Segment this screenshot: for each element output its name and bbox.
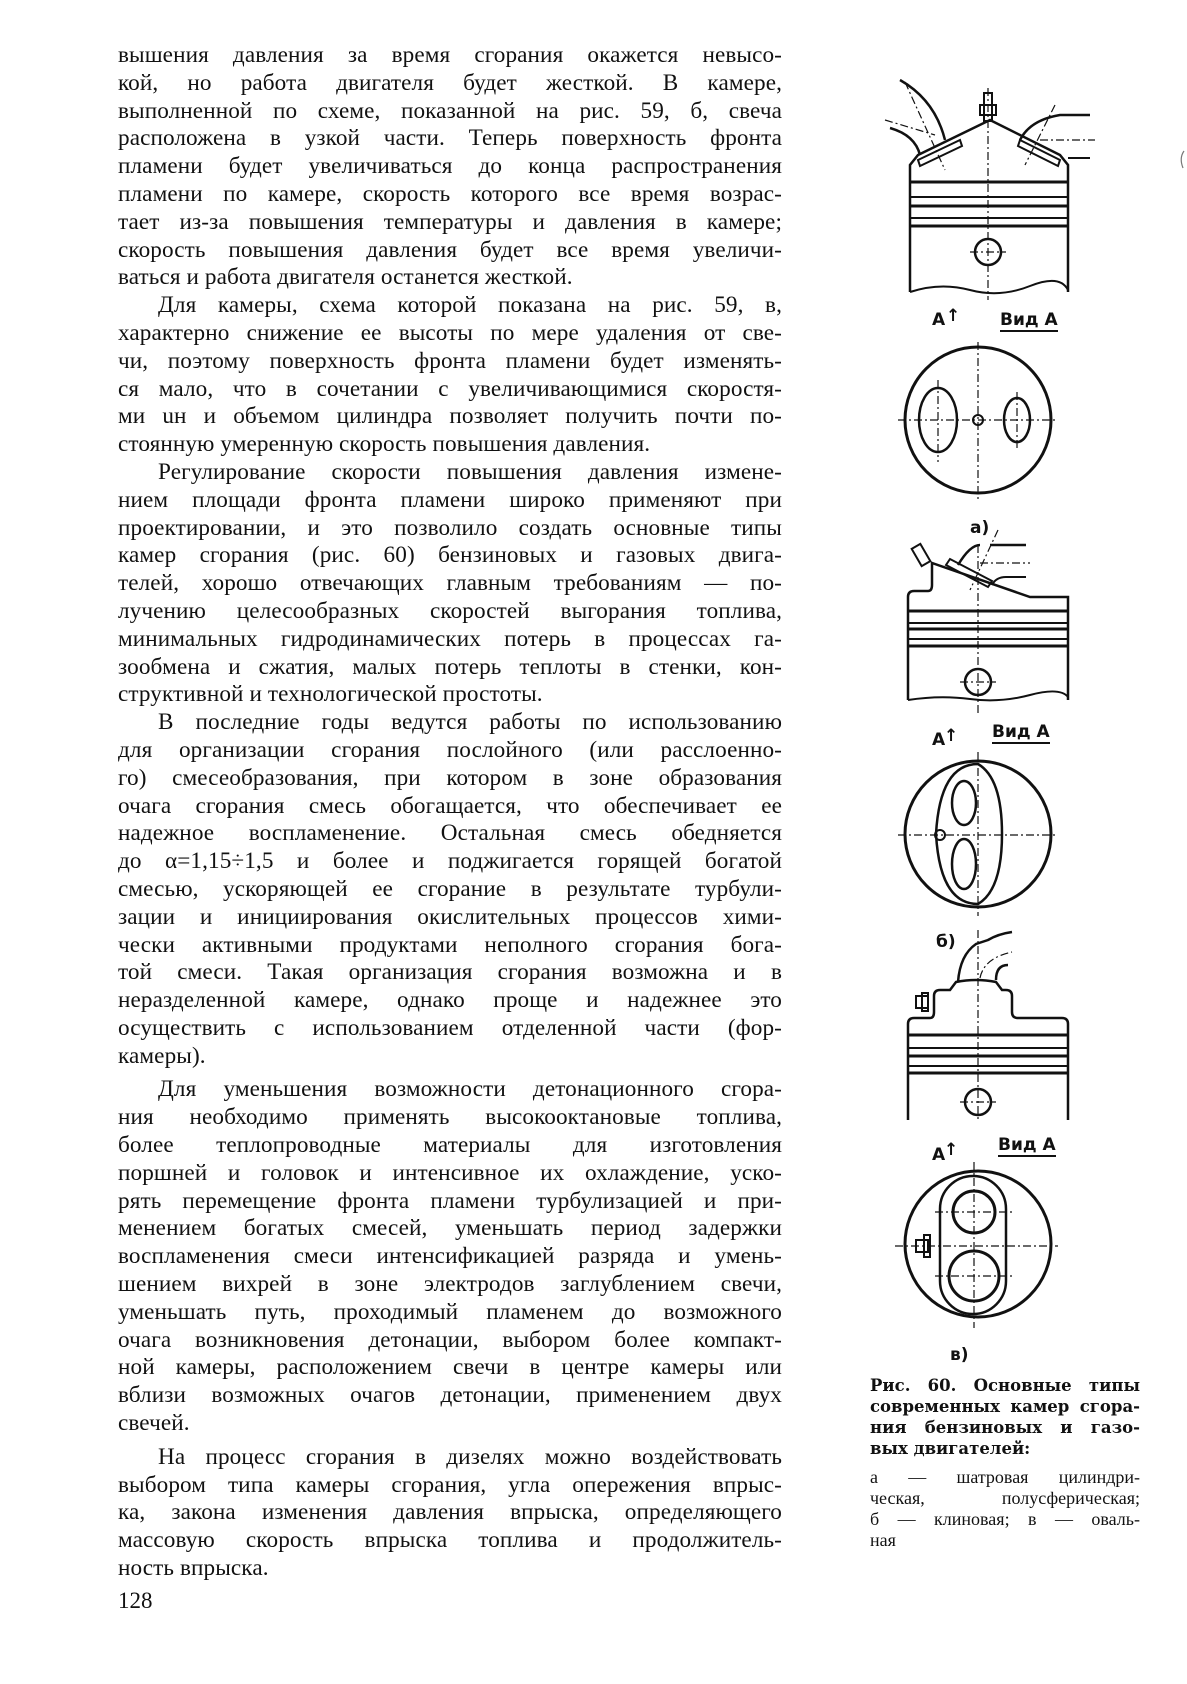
caption-body-line: а — шатровая цилиндри- [870, 1467, 1140, 1487]
paragraph [118, 709, 782, 1070]
text-line: На процесс сгорания в дизелях можно воздействовать [158, 1443, 782, 1470]
text-line: структивной и технологической простоты. [118, 681, 543, 708]
text-line: ной камеры, расположением свечи в центре камеры или [118, 1354, 782, 1381]
caption-title-line: современных камер сгора- [870, 1397, 1140, 1416]
text-line: ми uн и объемом цилиндра позволяет получить почти по- [118, 403, 782, 430]
text-line: воспламенения смеси интенсификацией разряда и умень- [118, 1243, 782, 1270]
page-number: 128 [118, 1588, 153, 1613]
text-line: Для камеры, схема которой показана на рис. 59, в, [158, 292, 782, 319]
text-line: зации и инициирования окислительных процессов хими- [118, 903, 782, 930]
text-line: кой, но работа двигателя будет жесткой. В камере, [118, 69, 782, 96]
text-line: массовую скорость впрыска топлива и продолжитель- [118, 1527, 782, 1554]
caption-title [870, 1375, 1140, 1459]
text-line: ния необходимо применять высокооктановые топлива, [118, 1104, 782, 1131]
text-line: выбором типа камеры сгорания, угла опережения впрыс- [118, 1471, 782, 1498]
view-label-b: Вид А [992, 722, 1050, 742]
text-line: ка, закона изменения давления впрыска, определяющего [118, 1499, 782, 1526]
text-line: вблизи возможных очагов детонации, применением двух [118, 1382, 782, 1409]
text-line: пламени по камере, скорость которого все время возрас- [118, 180, 782, 207]
caption-body-line: ная [870, 1530, 896, 1550]
figure-60 [880, 60, 1140, 1365]
piston-a-side-view [880, 60, 1140, 300]
text-line: надежное воспламенение. Остальная смесь обедняется [118, 820, 782, 847]
view-arrow-icon: ↑ [944, 1140, 959, 1160]
text-line: смесью, ускоряющей ее сгорание в результате турбули- [118, 875, 782, 902]
text-line: более теплопроводные материалы для изготовления [118, 1132, 782, 1159]
arrow-label-b: А [932, 730, 946, 750]
text-line: поршней и головок и интенсивное их охлаждение, уско- [118, 1159, 782, 1186]
text-line: чески активными продуктами неполного сгорания бога- [118, 931, 782, 958]
text-line: Регулирование скорости повышения давления измене- [158, 458, 782, 485]
text-line: пламени будет увеличиваться до конца распространения [118, 153, 782, 180]
arrow-label-a: А [932, 310, 946, 330]
text-line: осуществить с использованием отделенной части (фор- [118, 1014, 782, 1041]
text-line: выполненной по схеме, показанной на рис. 59, б, свеча [118, 97, 782, 124]
main-text-column [118, 42, 782, 1583]
panel-label-c: в) [950, 1345, 969, 1365]
text-line: шением вихрей в зоне электродов заглублением свечи, [118, 1271, 782, 1298]
scan-edge-mark [1178, 150, 1186, 170]
text-line: той смеси. Такая организация сгорания возможна и в [118, 959, 782, 986]
text-line: камеры). [118, 1042, 206, 1069]
arrow-label-c: А [932, 1145, 946, 1165]
text-line: минимальных гидродинамических потерь в процессах га- [118, 625, 782, 652]
view-label-c: Вид А [998, 1135, 1056, 1155]
caption-body-line: б — клиновая; в — оваль- [870, 1509, 1140, 1529]
panel-label-b: б) [936, 932, 956, 952]
text-line: ность впрыска. [118, 1555, 269, 1582]
text-line: проектировании, и это позволило создать основные типы [118, 514, 782, 541]
text-line: ся мало, что в сочетании с увеличивающимися скоростя- [118, 375, 782, 402]
paragraph [118, 459, 782, 709]
text-line: свечей. [118, 1410, 190, 1437]
text-line: В последние годы ведутся работы по использованию [158, 709, 782, 736]
view-arrow-icon: ↑ [946, 306, 961, 326]
text-line: расположена в узкой части. Теперь поверхность фронта [118, 125, 782, 152]
text-line: для организации сгорания послойного (или расслоенно- [118, 736, 782, 763]
chamber-b-top-view [880, 750, 1140, 930]
piston-c-side-view [880, 920, 1140, 1120]
text-line: телей, хорошо отвечающих главным требованиям — по- [118, 570, 782, 597]
text-line: менением богатых смесей, уменьшать период задержки [118, 1215, 782, 1242]
text-line: лучению целесообразных скоростей выгорания топлива, [118, 597, 782, 624]
text-line: чи, поэтому поверхность фронта пламени будет изменять- [118, 347, 782, 374]
paragraph [118, 1444, 782, 1583]
text-line: скорость повышения давления будет все время увеличи- [118, 236, 782, 263]
text-line: очага возникновения детонации, выбором более компакт- [118, 1326, 782, 1353]
caption-body-line: ческая, полусферическая; [870, 1488, 1140, 1508]
figure-caption [870, 1375, 1140, 1551]
text-line: вышения давления за время сгорания окажется невысо- [118, 42, 782, 68]
view-arrow-icon: ↑ [944, 726, 959, 746]
text-line: Для уменьшения возможности детонационного сгора- [158, 1076, 782, 1103]
caption-body [870, 1467, 1140, 1551]
caption-title-line: ния бензиновых и газо- [870, 1418, 1140, 1437]
text-line: зообмена и сжатия, малых потерь теплоты в стенки, кон- [118, 653, 782, 680]
paragraph [118, 292, 782, 459]
text-line: неразделенной камере, однако проще и надежнее это [118, 987, 782, 1014]
text-line: го) смесеобразования, при котором в зоне образования [118, 764, 782, 791]
text-line: до α=1,15÷1,5 и более и поджигается горящей богатой [118, 848, 782, 875]
caption-title-line: Рис. 60. Основные типы [870, 1376, 1140, 1395]
chamber-c-top-view [880, 1160, 1140, 1340]
text-line: рять перемещение фронта пламени турбулизацией и при- [118, 1187, 782, 1214]
text-line: нием площади фронта пламени широко применяют при [118, 486, 782, 513]
view-label-a: Вид А [1000, 310, 1058, 330]
paragraph [118, 42, 782, 292]
text-line: ваться и работа двигателя останется жесткой. [118, 264, 573, 291]
text-line: камер сгорания (рис. 60) бензиновых и газовых двига- [118, 542, 782, 569]
panel-label-a: а) [970, 518, 990, 538]
piston-b-side-view [880, 515, 1140, 715]
chamber-a-top-view [880, 340, 1140, 520]
text-line: тает из-за повышения температуры и давления в камере; [118, 208, 782, 235]
text-line: уменьшать путь, проходимый пламенем до возможного [118, 1298, 782, 1325]
text-line: характерно снижение ее высоты по мере удаления от све- [118, 319, 782, 346]
text-line: стоянную умеренную скорость повышения давления. [118, 431, 651, 458]
text-line: очага сгорания смесь обогащается, что обеспечивает ее [118, 792, 782, 819]
caption-title-line: вых двигателей: [870, 1439, 1031, 1458]
paragraph [118, 1076, 782, 1437]
